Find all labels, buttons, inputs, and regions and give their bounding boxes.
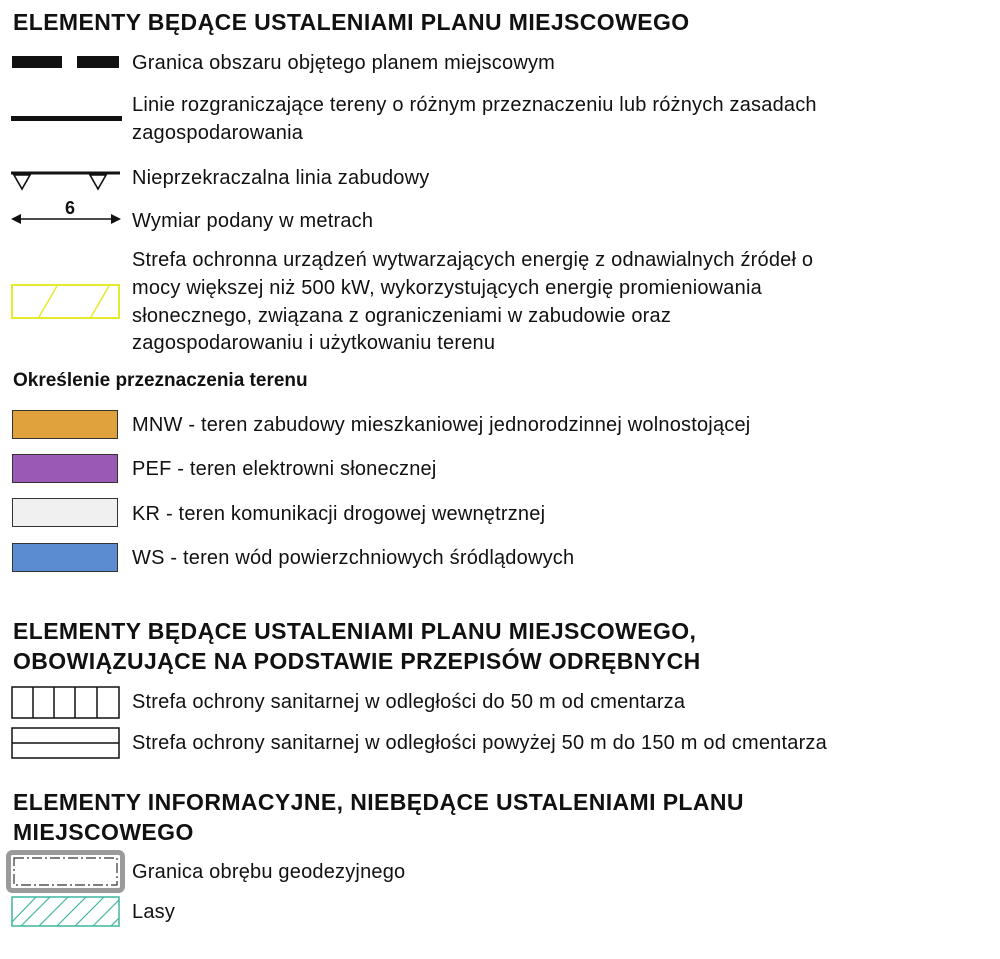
legend-label-dividing-lines-1: Linie rozgraniczające tereny o różnym przeznaczeniu lub różnych zasadach xyxy=(132,94,817,116)
legend-label-dividing-lines-2: zagospodarowania xyxy=(132,122,304,144)
swatch-mnw xyxy=(12,410,118,439)
legend-label-mnw: MNW - teren zabudowy mieszkaniowej jednorodzinnej wolnostojącej xyxy=(132,414,751,436)
legend-label-building-line: Nieprzekraczalna linia zabudowy xyxy=(132,167,430,189)
legend-label-cemetery-150: Strefa ochrony sanitarnej w odległości powyżej 50 m do 150 m od cmentarza xyxy=(132,732,827,754)
legend-label-energy-zone-3: słonecznego, związana z ograniczeniami w zabudowie oraz xyxy=(132,305,672,327)
vertical-stripes-symbol xyxy=(11,686,120,719)
swatch-ws xyxy=(12,543,118,572)
legend-label-dimension: Wymiar podany w metrach xyxy=(132,210,374,232)
legend-label-energy-zone-4: zagospodarowaniu i użytkowaniu terenu xyxy=(132,332,496,354)
dimension-arrow-icon xyxy=(10,212,122,226)
horizontal-line-symbol xyxy=(11,727,120,759)
swatch-kr xyxy=(12,498,118,527)
forest-hatch-symbol xyxy=(11,896,120,927)
legend-label-ws: WS - teren wód powierzchniowych śródlądowych xyxy=(132,547,575,569)
dashed-boundary-symbol xyxy=(11,56,120,68)
section-3-heading-line-2: MIEJSCOWEGO xyxy=(13,819,194,845)
legend-label-energy-zone-2: mocy większej niż 500 kW, wykorzystujących energię promieniowania xyxy=(132,277,762,299)
section-2-heading-line-1: ELEMENTY BĘDĄCE USTALENIAMI PLANU MIEJSCOWEGO, xyxy=(13,618,697,644)
section-3-heading-line-1: ELEMENTY INFORMACYJNE, NIEBĘDĄCE USTALENIAMI PLANU xyxy=(13,789,744,815)
legend-label-plan-boundary: Granica obszaru objętego planem miejscowym xyxy=(132,52,556,74)
building-line-symbol xyxy=(10,170,122,192)
legend-label-forests: Lasy xyxy=(132,901,176,923)
land-use-subheading: Określenie przeznaczenia terenu xyxy=(13,370,308,391)
legend-label-geodetic-boundary: Granica obrębu geodezyjnego xyxy=(132,861,406,883)
yellow-hatch-symbol xyxy=(11,284,120,319)
section-2-heading-line-2: OBOWIĄZUJĄCE NA PODSTAWIE PRZEPISÓW ODRĘBNYCH xyxy=(13,648,701,674)
geodetic-boundary-symbol xyxy=(6,850,125,893)
dimension-value-text: 6 xyxy=(64,198,75,218)
legend-label-cemetery-50: Strefa ochrony sanitarnej w odległości do 50 m od cmentarza xyxy=(132,691,686,713)
legend-label-energy-zone-1: Strefa ochronna urządzeń wytwarzających energię z odnawialnych źródeł o xyxy=(132,249,814,271)
legend-label-kr: KR - teren komunikacji drogowej wewnętrznej xyxy=(132,503,546,525)
legend-label-pef: PEF - teren elektrowni słonecznej xyxy=(132,458,437,480)
solid-line-symbol xyxy=(11,116,122,121)
swatch-pef xyxy=(12,454,118,483)
section-1-heading: ELEMENTY BĘDĄCE USTALENIAMI PLANU MIEJSCOWEGO xyxy=(13,9,690,35)
